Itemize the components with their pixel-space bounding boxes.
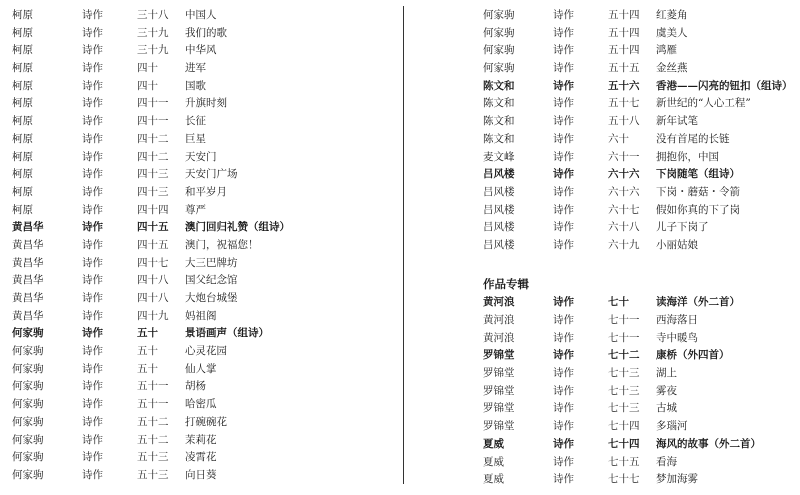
entry-author: 柯原 — [12, 150, 33, 163]
toc-entry — [483, 149, 793, 167]
entry-page: 七十五 — [608, 455, 640, 468]
entry-page: 五十一 — [137, 398, 169, 411]
entry-page: 五十四 — [608, 9, 640, 21]
entry-title: 香港——闪亮的钮扣（组诗） — [656, 79, 793, 92]
toc-entry — [483, 347, 793, 365]
entry-page: 七十 — [608, 296, 629, 309]
toc-entry — [12, 343, 392, 361]
entry-page: 五十 — [137, 327, 158, 340]
entry-genre: 诗作 — [553, 367, 574, 380]
entry-author: 陈文和 — [483, 97, 515, 110]
entry-genre: 诗作 — [553, 150, 574, 163]
entry-genre: 诗作 — [553, 97, 574, 110]
toc-entry — [12, 166, 392, 184]
entry-page: 六十 — [608, 132, 629, 145]
entry-genre: 诗作 — [82, 97, 103, 110]
entry-author: 黄昌华 — [12, 238, 44, 251]
entry-author: 吕风楼 — [483, 221, 515, 234]
entry-genre: 诗作 — [553, 296, 574, 309]
entry-page: 五十五 — [608, 62, 640, 75]
entry-title: 红菱角 — [656, 9, 688, 21]
entry-genre: 诗作 — [553, 221, 574, 234]
entry-author: 柯原 — [12, 132, 33, 145]
entry-genre: 诗作 — [553, 168, 574, 181]
entry-page: 四十四 — [137, 203, 169, 216]
entry-author: 罗锦堂 — [483, 420, 515, 433]
entry-author: 何家驹 — [12, 415, 44, 428]
toc-entry — [483, 471, 793, 489]
entry-genre: 诗作 — [553, 26, 574, 39]
entry-page: 七十三 — [608, 402, 640, 415]
entry-page: 五十 — [137, 345, 158, 358]
entry-author: 柯原 — [12, 44, 33, 57]
entry-author: 黄昌华 — [12, 221, 44, 234]
entry-title: 和平岁月 — [185, 185, 227, 198]
entry-title: 打碗碗花 — [185, 415, 227, 428]
entry-title: 长征 — [185, 115, 206, 128]
entry-author: 何家驹 — [483, 26, 515, 39]
entry-genre: 诗作 — [553, 437, 574, 450]
entry-title: 雾夜 — [656, 384, 677, 397]
entry-title: 我们的歌 — [185, 26, 227, 39]
entry-genre: 诗作 — [82, 292, 103, 304]
entry-author: 黄昌华 — [12, 256, 44, 269]
entry-author: 黄昌华 — [12, 292, 44, 304]
entry-author: 吕风楼 — [483, 185, 515, 198]
section-heading: 作品专辑 — [483, 277, 529, 292]
entry-page: 六十七 — [608, 203, 640, 216]
entry-author: 柯原 — [12, 9, 33, 21]
entry-author: 何家驹 — [12, 380, 44, 393]
entry-author: 何家驹 — [12, 433, 44, 446]
toc-left-column — [12, 7, 392, 485]
toc-entry — [12, 219, 392, 237]
entry-author: 柯原 — [12, 115, 33, 128]
entry-genre: 诗作 — [553, 473, 574, 486]
entry-author: 罗锦堂 — [483, 384, 515, 397]
entry-genre: 诗作 — [82, 168, 103, 181]
entry-genre: 诗作 — [553, 455, 574, 468]
entry-genre: 诗作 — [82, 203, 103, 216]
entry-title: 进军 — [185, 62, 206, 75]
entry-title: 大三巴牌坊 — [185, 256, 238, 269]
section-spacer — [483, 255, 793, 273]
entry-author: 柯原 — [12, 168, 33, 181]
entry-title: 鸿雁 — [656, 44, 677, 57]
entry-author: 罗锦堂 — [483, 402, 515, 415]
toc-entry — [12, 25, 392, 43]
entry-genre: 诗作 — [82, 415, 103, 428]
entry-author: 黄河浪 — [483, 331, 515, 344]
entry-title: 虞美人 — [656, 26, 688, 39]
entry-page: 四十 — [137, 79, 158, 92]
entry-author: 黄昌华 — [12, 309, 44, 322]
entry-genre: 诗作 — [82, 115, 103, 128]
entry-author: 何家驹 — [12, 362, 44, 375]
entry-title: 海风的故事（外二首） — [656, 437, 761, 450]
toc-entry — [12, 255, 392, 273]
entry-page: 四十 — [137, 62, 158, 75]
toc-entry — [483, 312, 793, 330]
entry-author: 吕风楼 — [483, 238, 515, 251]
entry-title: 康桥（外四首） — [656, 349, 730, 362]
entry-page: 五十二 — [137, 433, 169, 446]
entry-author: 夏威 — [483, 455, 504, 468]
entry-title: 中国人 — [185, 9, 217, 21]
entry-author: 柯原 — [12, 26, 33, 39]
entry-title: 西海落日 — [656, 314, 698, 326]
entry-page: 四十七 — [137, 256, 169, 269]
entry-author: 柯原 — [12, 203, 33, 216]
entry-title: 心灵花园 — [185, 345, 227, 358]
entry-title: 澳门，祝福您！ — [185, 238, 259, 251]
toc-entry — [12, 272, 392, 290]
entry-title: 下岗・蘑菇・令箭 — [656, 185, 740, 198]
entry-title: 湖上 — [656, 367, 677, 380]
entry-title: 读海洋（外二首） — [656, 296, 740, 309]
entry-page: 六十一 — [608, 150, 640, 163]
entry-page: 五十 — [137, 362, 158, 375]
entry-author: 陈文和 — [483, 79, 515, 92]
entry-genre: 诗作 — [553, 9, 574, 21]
entry-author: 黄河浪 — [483, 314, 515, 326]
entry-author: 柯原 — [12, 97, 33, 110]
toc-entry — [483, 418, 793, 436]
entry-author: 陈文和 — [483, 115, 515, 128]
entry-genre: 诗作 — [82, 185, 103, 198]
entry-title: 哈密瓜 — [185, 398, 217, 411]
entry-genre: 诗作 — [553, 238, 574, 251]
entry-page: 五十一 — [137, 380, 169, 393]
entry-author: 柯原 — [12, 79, 33, 92]
toc-entry — [483, 60, 793, 78]
entry-author: 何家驹 — [12, 398, 44, 411]
entry-author: 黄河浪 — [483, 296, 515, 309]
entry-genre: 诗作 — [82, 26, 103, 39]
toc-entry — [483, 7, 793, 25]
entry-title: 多瑙河 — [656, 420, 688, 433]
entry-title: 尊严 — [185, 203, 206, 216]
entry-title: 向日葵 — [185, 468, 217, 481]
entry-page: 四十一 — [137, 97, 169, 110]
entry-genre: 诗作 — [553, 62, 574, 75]
toc-entry — [12, 113, 392, 131]
toc-entry — [483, 219, 793, 237]
entry-title: 茉莉花 — [185, 433, 217, 446]
entry-title: 假如你真的下了岗 — [656, 203, 740, 216]
entry-page: 四十三 — [137, 168, 169, 181]
entry-genre: 诗作 — [82, 150, 103, 163]
entry-page: 五十四 — [608, 26, 640, 39]
entry-title: 拥抱你，中国 — [656, 150, 719, 163]
entry-page: 四十三 — [137, 185, 169, 198]
entry-genre: 诗作 — [82, 132, 103, 145]
toc-entry — [483, 400, 793, 418]
entry-page: 六十九 — [608, 238, 640, 251]
entry-title: 中华风 — [185, 44, 217, 57]
entry-genre: 诗作 — [553, 115, 574, 128]
entry-genre: 诗作 — [553, 203, 574, 216]
entry-genre: 诗作 — [82, 468, 103, 481]
entry-genre: 诗作 — [82, 9, 103, 21]
entry-page: 六十八 — [608, 221, 640, 234]
entry-author: 何家驹 — [483, 44, 515, 57]
entry-author: 罗锦堂 — [483, 367, 515, 380]
entry-title: 升旗时刻 — [185, 97, 227, 110]
toc-entry — [483, 166, 793, 184]
entry-genre: 诗作 — [82, 362, 103, 375]
entry-page: 四十二 — [137, 132, 169, 145]
toc-entry — [12, 131, 392, 149]
entry-title: 大炮台城堡 — [185, 292, 238, 304]
entry-title: 天安门广场 — [185, 168, 238, 181]
entry-author: 陈文和 — [483, 132, 515, 145]
entry-genre: 诗作 — [553, 79, 574, 92]
entry-title: 景语画声（组诗） — [185, 327, 269, 340]
entry-page: 四十二 — [137, 150, 169, 163]
toc-entry — [12, 42, 392, 60]
entry-genre: 诗作 — [82, 274, 103, 287]
entry-author: 麦文峰 — [483, 150, 515, 163]
entry-genre: 诗作 — [553, 185, 574, 198]
toc-entry — [12, 149, 392, 167]
entry-page: 四十九 — [137, 309, 169, 322]
toc-entry — [12, 202, 392, 220]
entry-page: 七十三 — [608, 384, 640, 397]
entry-genre: 诗作 — [553, 384, 574, 397]
entry-title: 看海 — [656, 455, 677, 468]
entry-title: 寺中暖鸟 — [656, 331, 698, 344]
entry-author: 黄昌华 — [12, 274, 44, 287]
entry-genre: 诗作 — [82, 398, 103, 411]
entry-title: 古城 — [656, 402, 677, 415]
entry-author: 何家驹 — [483, 62, 515, 75]
entry-page: 四十八 — [137, 292, 169, 304]
entry-genre: 诗作 — [553, 349, 574, 362]
toc-entry — [12, 308, 392, 326]
entry-title: 仙人掌 — [185, 362, 217, 375]
entry-page: 五十六 — [608, 79, 640, 92]
entry-author: 夏威 — [483, 473, 504, 486]
entry-genre: 诗作 — [82, 380, 103, 393]
toc-entry — [483, 365, 793, 383]
toc-entry — [12, 237, 392, 255]
entry-genre: 诗作 — [82, 327, 103, 340]
entry-page: 七十三 — [608, 367, 640, 380]
entry-page: 六十六 — [608, 168, 640, 181]
entry-page: 七十四 — [608, 420, 640, 433]
entry-author: 夏威 — [483, 437, 504, 450]
entry-author: 柯原 — [12, 62, 33, 75]
toc-entry — [483, 202, 793, 220]
entry-genre: 诗作 — [82, 451, 103, 464]
entry-page: 四十一 — [137, 115, 169, 128]
entry-genre: 诗作 — [82, 44, 103, 57]
toc-entry — [12, 95, 392, 113]
entry-genre: 诗作 — [553, 44, 574, 57]
toc-entry — [483, 78, 793, 96]
entry-genre: 诗作 — [82, 345, 103, 358]
entry-title: 新年试笔 — [656, 115, 698, 128]
entry-page: 五十七 — [608, 97, 640, 110]
toc-entry — [12, 290, 392, 308]
column-divider — [403, 6, 404, 484]
entry-page: 三十九 — [137, 44, 169, 57]
toc-entry — [12, 78, 392, 96]
entry-page: 五十三 — [137, 468, 169, 481]
toc-entry — [483, 184, 793, 202]
entry-genre: 诗作 — [553, 132, 574, 145]
entry-page: 七十一 — [608, 331, 640, 344]
entry-author: 何家驹 — [12, 327, 44, 340]
toc-entry — [483, 95, 793, 113]
entry-author: 吕风楼 — [483, 203, 515, 216]
entry-author: 罗锦堂 — [483, 349, 515, 362]
toc-entry — [12, 7, 392, 25]
entry-genre: 诗作 — [82, 221, 103, 234]
entry-genre: 诗作 — [82, 309, 103, 322]
entry-title: 没有首尾的长链 — [656, 132, 730, 145]
entry-genre: 诗作 — [82, 79, 103, 92]
toc-right-column — [483, 7, 793, 489]
toc-entry — [12, 449, 392, 467]
toc-entry — [12, 60, 392, 78]
toc-entry — [483, 25, 793, 43]
toc-entry — [483, 383, 793, 401]
entry-genre: 诗作 — [553, 402, 574, 415]
entry-genre: 诗作 — [82, 256, 103, 269]
entry-title: 澳门回归礼赞（组诗） — [185, 221, 290, 234]
toc-entry — [12, 432, 392, 450]
entry-author: 何家驹 — [12, 468, 44, 481]
entry-page: 五十四 — [608, 44, 640, 57]
toc-entry — [483, 330, 793, 348]
entry-title: 妈祖阁 — [185, 309, 217, 322]
entry-author: 吕风楼 — [483, 168, 515, 181]
entry-genre: 诗作 — [82, 433, 103, 446]
entry-title: 儿子下岗了 — [656, 221, 709, 234]
entry-page: 五十二 — [137, 415, 169, 428]
entry-page: 七十一 — [608, 314, 640, 326]
toc-entry — [12, 396, 392, 414]
toc-entry — [483, 436, 793, 454]
entry-page: 五十八 — [608, 115, 640, 128]
entry-page: 七十四 — [608, 437, 640, 450]
entry-title: 金丝燕 — [656, 62, 688, 75]
entry-genre: 诗作 — [82, 62, 103, 75]
toc-entry — [12, 414, 392, 432]
entry-page: 四十五 — [137, 238, 169, 251]
entry-page: 七十二 — [608, 349, 640, 362]
entry-page: 四十八 — [137, 274, 169, 287]
entry-title: 凌霄花 — [185, 451, 217, 464]
entry-title: 梦加海雾 — [656, 473, 698, 486]
toc-entry — [483, 113, 793, 131]
entry-title: 胡杨 — [185, 380, 206, 393]
entry-page: 三十九 — [137, 26, 169, 39]
entry-title: 国歌 — [185, 79, 206, 92]
toc-entry — [12, 184, 392, 202]
entry-page: 七十七 — [608, 473, 640, 486]
entry-page: 四十五 — [137, 221, 169, 234]
entry-page: 五十三 — [137, 451, 169, 464]
entry-genre: 诗作 — [553, 331, 574, 344]
toc-entry — [12, 378, 392, 396]
toc-entry — [483, 42, 793, 60]
entry-title: 巨星 — [185, 132, 206, 145]
toc-entry — [483, 294, 793, 312]
entry-genre: 诗作 — [82, 238, 103, 251]
entry-title: 国父纪念馆 — [185, 274, 238, 287]
entry-page: 三十八 — [137, 9, 169, 21]
toc-entry — [483, 237, 793, 255]
entry-title: 小丽姑娘 — [656, 238, 698, 251]
entry-genre: 诗作 — [553, 314, 574, 326]
toc-entry — [12, 467, 392, 485]
entry-author: 何家驹 — [483, 9, 515, 21]
entry-author: 柯原 — [12, 185, 33, 198]
toc-entry — [12, 325, 392, 343]
entry-author: 何家驹 — [12, 345, 44, 358]
entry-title: 下岗随笔（组诗） — [656, 168, 740, 181]
toc-entry — [483, 131, 793, 149]
toc-entry — [12, 361, 392, 379]
entry-title: 天安门 — [185, 150, 217, 163]
entry-author: 何家驹 — [12, 451, 44, 464]
entry-page: 六十六 — [608, 185, 640, 198]
entry-title: 新世纪的“人心工程” — [656, 97, 751, 110]
entry-genre: 诗作 — [553, 420, 574, 433]
toc-entry — [483, 454, 793, 472]
